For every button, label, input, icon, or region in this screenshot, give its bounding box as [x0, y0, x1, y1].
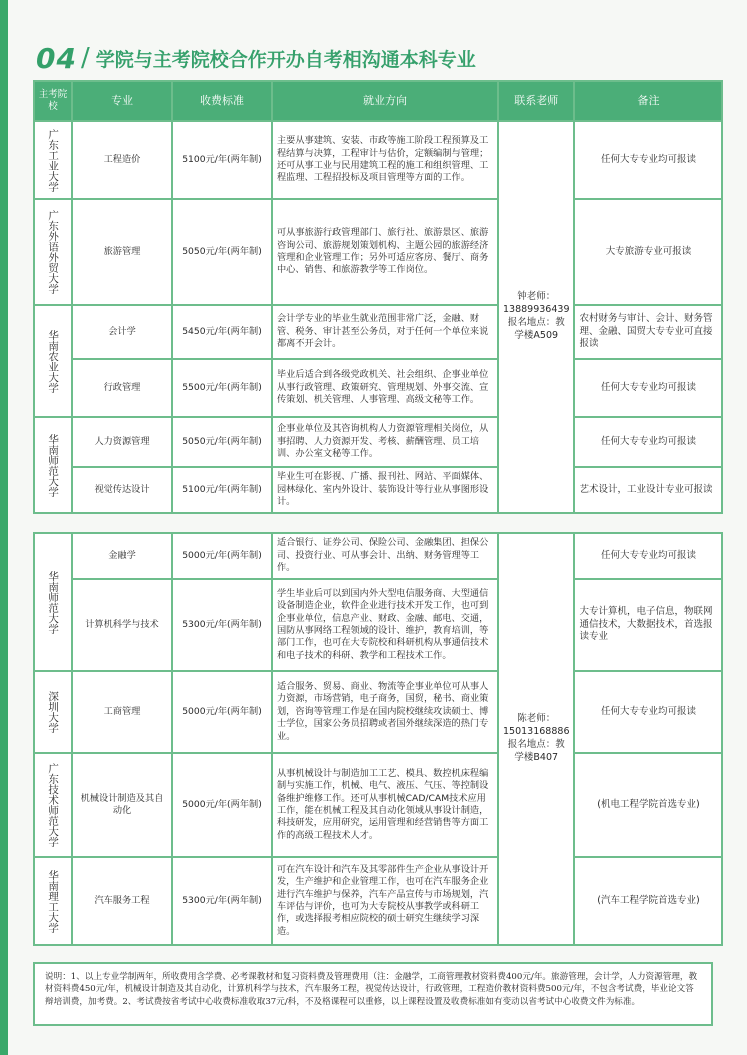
- major-cell: 会计学: [72, 305, 172, 359]
- fee-cell: 5000元/年(两年制): [172, 533, 272, 579]
- note-cell: 任何大专专业均可报读: [574, 671, 722, 753]
- majors-table-1: [33, 80, 723, 514]
- fee-cell: 5000元/年(两年制): [172, 671, 272, 753]
- note-cell: 大专旅游专业可报读: [574, 199, 722, 305]
- col-header-school: 主考院校: [34, 81, 72, 121]
- table-row: [34, 305, 722, 359]
- school-cell: 广东外语外贸大学: [34, 199, 72, 305]
- table-row: [34, 533, 722, 579]
- note-cell: 任何大专专业均可报读: [574, 417, 722, 467]
- direction-cell: 适合银行、证券公司、保险公司、金融集团、担保公司、投资行业、可从事会计、出纳、财务管理等工作。: [272, 533, 498, 579]
- note-cell: 任何大专专业均可报读: [574, 359, 722, 417]
- school-cell: 广东技术师范大学: [34, 753, 72, 857]
- table-header-row: [34, 81, 722, 121]
- direction-cell: 可在汽车设计和汽车及其零部件生产企业从事设计开发，生产维护和企业管理工作，也可在汽车服务企业进行汽车维护与保养，汽车产品宣传与市场规划，汽车评估与评价，也可为大专院校从事教学或科研工作，或选择报考相应院校的硕士研究生继续学习深造。: [272, 857, 498, 945]
- col-header-direction: 就业方向: [272, 81, 498, 121]
- fee-cell: 5050元/年(两年制): [172, 417, 272, 467]
- table-row: [34, 121, 722, 199]
- major-cell: 行政管理: [72, 359, 172, 417]
- major-cell: 工程造价: [72, 121, 172, 199]
- fee-cell: 5000元/年(两年制): [172, 753, 272, 857]
- table-row: [34, 359, 722, 417]
- school-cell: 广东工业大学: [34, 121, 72, 199]
- fee-cell: 5500元/年(两年制): [172, 359, 272, 417]
- col-header-teacher: 联系老师: [498, 81, 574, 121]
- major-cell: 旅游管理: [72, 199, 172, 305]
- fee-cell: 5050元/年(两年制): [172, 199, 272, 305]
- footnote: 说明：1、以上专业学制两年，所收费用含学费、必考课教材和复习资料费及管理费用（注：金融学，工商管理教材资料费400元/年。旅游管理，会计学，人力资源管理，教材资料费450元/年，机械设计制造及其自动化，计算机科学与技术，汽车服务工程，视觉传达设计，行政管理，工程造价教材资料费500元/年，不包含考试费，毕业论文答辩培训费，加考费。2、考试费按省考试中心收费标准收取37元/科，不及格课程可以重修，以上课程设置及收费标准如有变动以省考试中心收费文件为标准。: [33, 962, 713, 1026]
- fee-cell: 5450元/年(两年制): [172, 305, 272, 359]
- direction-cell: 适合服务、贸易、商业、物流等企事业单位可从事人力资源，市场营销，电子商务，国贸，秘书、商业策划，咨询等管理工作是在国内院校继续攻读硕士、博士学位，国家公务员招聘或者国外继续深造的热门专业。: [272, 671, 498, 753]
- direction-cell: 主要从事建筑、安装、市政等施工阶段工程预算及工程结算与决算，工程审计与估价，定额编制与管理；还可从事工业与民用建筑工程的施工和组织管理、工程监理、工程招投标及项目管理等方面的工作。: [272, 121, 498, 199]
- note-cell: 任何大专专业均可报读: [574, 533, 722, 579]
- school-cell: 华南师范大学: [34, 533, 72, 671]
- direction-cell: 毕业后适合到各级党政机关、社会组织、企事业单位从事行政管理、政策研究、管理规划、外事交流、宣传策划、机关管理、人事管理、高级文秘等工作。: [272, 359, 498, 417]
- direction-cell: 从事机械设计与制造加工工艺、模具、数控机床程编制与实施工作，机械、电气、液压、气压、等控制设备维护维修工作。还可从事机械CAD/CAM技术应用工作，能在机械工程及其自动化领域从事设计制造，科技研发，应用研究，运用管理和经营销售等方面工作的高级工程技术人才。: [272, 753, 498, 857]
- table-row: [34, 753, 722, 857]
- school-cell: 深圳大学: [34, 671, 72, 753]
- table-row: [34, 671, 722, 753]
- fee-cell: 5300元/年(两年制): [172, 857, 272, 945]
- note-cell: (汽车工程学院首选专业): [574, 857, 722, 945]
- school-cell: 华南农业大学: [34, 305, 72, 417]
- page-header: [36, 40, 476, 76]
- note-cell: (机电工程学院首选专业): [574, 753, 722, 857]
- fee-cell: 5300元/年(两年制): [172, 579, 272, 671]
- page-title: 学院与主考院校合作开办自考相沟通本科专业: [95, 48, 476, 71]
- section-number: 04: [36, 41, 77, 75]
- col-header-note: 备注: [574, 81, 722, 121]
- direction-cell: 会计学专业的毕业生就业范围非常广泛，金融、财管、税务、审计甚至公务员，对于任何一个单位来说都离不开会计。: [272, 305, 498, 359]
- major-cell: 视觉传达设计: [72, 467, 172, 513]
- table-row: [34, 579, 722, 671]
- note-cell: 艺术设计，工业设计专业可报读: [574, 467, 722, 513]
- major-cell: 汽车服务工程: [72, 857, 172, 945]
- fee-cell: 5100元/年(两年制): [172, 467, 272, 513]
- teacher-cell: 钟老师：13889936439 报名地点：教学楼A509: [498, 121, 574, 513]
- direction-cell: 毕业生可在影视、广播、报刊社、网站、平面媒体、园林绿化、室内外设计、装饰设计等行业从事图形设计。: [272, 467, 498, 513]
- col-header-fee: 收费标准: [172, 81, 272, 121]
- table-row: [34, 467, 722, 513]
- table-row: [34, 857, 722, 945]
- col-header-major: 专业: [72, 81, 172, 121]
- table-row: [34, 417, 722, 467]
- direction-cell: 学生毕业后可以到国内外大型电信服务商、大型通信设备制造企业，软件企业进行技术开发工作，也可到企事业单位，信息产业、财政、金融、邮电、交通，国防从事网络工程领域的设计、维护，教育培训，等部门工作，也可在大专院校和科研机构从事通信技术和电子技术的科研、教学和工程技术工作。: [272, 579, 498, 671]
- direction-cell: 可从事旅游行政管理部门、旅行社、旅游景区、旅游咨询公司、旅游规划策划机构、主题公园的旅游经济管理和企业管理工作；另外可适应客房、餐厅、商务中心、销售、和旅游教学等工作岗位。: [272, 199, 498, 305]
- fee-cell: 5100元/年(两年制): [172, 121, 272, 199]
- title-slash: /: [80, 43, 90, 73]
- major-cell: 工商管理: [72, 671, 172, 753]
- table-row: [34, 199, 722, 305]
- major-cell: 机械设计制造及其自动化: [72, 753, 172, 857]
- major-cell: 人力资源管理: [72, 417, 172, 467]
- note-cell: 任何大专专业均可报读: [574, 121, 722, 199]
- major-cell: 金融学: [72, 533, 172, 579]
- major-cell: 计算机科学与技术: [72, 579, 172, 671]
- teacher-cell: 陈老师：15013168886 报名地点：教学楼B407: [498, 533, 574, 945]
- majors-table-2: [33, 532, 723, 946]
- direction-cell: 企事业单位及其咨询机构人力资源管理相关岗位，从事招聘、人力资源开发、考核、薪酬管理、员工培训、办公室文秘等工作。: [272, 417, 498, 467]
- note-cell: 农村财务与审计、会计、财务管理、金融、国贸大专专业可直接报读: [574, 305, 722, 359]
- school-cell: 华南师范大学: [34, 417, 72, 513]
- school-cell: 华南理工大学: [34, 857, 72, 945]
- note-cell: 大专计算机，电子信息，物联网通信技术，大数据技术，首选报读专业: [574, 579, 722, 671]
